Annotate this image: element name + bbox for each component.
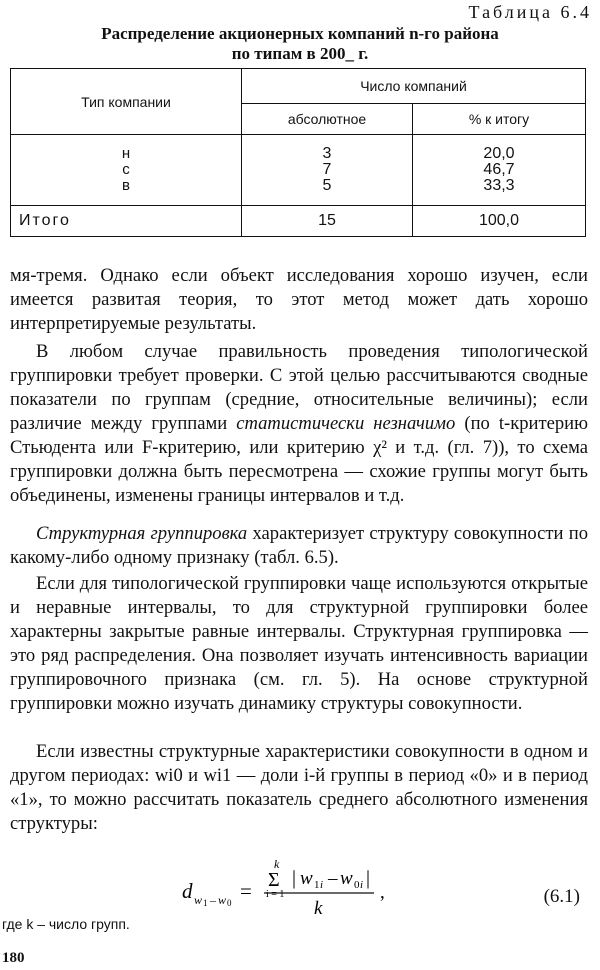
svg-text:0: 0	[227, 898, 232, 908]
paragraph-4	[10, 572, 588, 716]
table-row	[11, 135, 586, 206]
paragraph-2	[10, 340, 588, 508]
type-cell: с	[122, 161, 130, 178]
page-number: 180	[2, 950, 25, 966]
paragraph-5-text: Если известны структурные характеристики совокупности в одном и другом периодах: wi0 и wi1 — доли i-й группы в период «0» и в период «1», то можно рассчитать показатель среднего абсолютного изменения структуры:	[10, 741, 588, 834]
total-label: Итого	[11, 206, 242, 237]
svg-text:w: w	[340, 868, 353, 889]
header-company-count: Число компаний	[242, 69, 586, 104]
table-title-line-1: Распределение акционерных компаний n-го района	[101, 24, 499, 43]
svg-text:i: i	[360, 879, 364, 891]
svg-text:k: k	[274, 860, 280, 871]
svg-text:w: w	[194, 893, 203, 907]
table-number: Таблица 6.4	[468, 2, 592, 22]
paragraph-2-italic: статистически незначимо	[236, 413, 456, 434]
svg-text:d: d	[182, 879, 193, 903]
svg-text:|: |	[292, 867, 297, 889]
paragraph-5	[10, 740, 588, 836]
total-row	[11, 206, 586, 237]
svg-text:,: ,	[380, 882, 385, 903]
total-abs: 15	[242, 206, 413, 237]
svg-text:–: –	[210, 893, 216, 907]
abs-cell: 3	[322, 145, 332, 162]
pct-cell: 33,3	[483, 177, 515, 194]
svg-text:i: i	[320, 879, 324, 891]
table-title-line-2: по типам в 200_ г.	[231, 44, 369, 63]
pct-cell: 20,0	[483, 145, 515, 162]
paragraph-3-italic: Структурная группировка	[36, 523, 248, 544]
svg-text:0: 0	[354, 879, 360, 891]
header-absolute: абсолютное	[242, 104, 413, 135]
header-company-type: Тип компании	[11, 69, 242, 135]
paragraph-2-text-a: В любом случае правильность проведения типологической группировки требует проверки. С этой целью рассчитываются сводные показатели по группам (средние, относительные величины); если различие между группами	[10, 341, 588, 434]
formula-graphic	[180, 860, 440, 920]
equation-number: (6.1)	[543, 886, 580, 907]
svg-text:i = 1: i = 1	[266, 889, 285, 900]
svg-text:w: w	[218, 893, 227, 907]
abs-cell: 7	[322, 161, 332, 178]
pct-cell: 46,7	[483, 161, 515, 178]
header-percent: % к итогу	[413, 104, 586, 135]
svg-text:k: k	[314, 898, 323, 919]
paragraph-3	[10, 522, 588, 570]
svg-text:Σ: Σ	[268, 869, 280, 891]
svg-text:|: |	[366, 867, 371, 889]
paragraph-1	[10, 264, 588, 336]
svg-text:w: w	[300, 868, 313, 889]
paragraph-2-text-c: (по t-критерию Стьюдента или F-критерию, или критерию χ² и т.д. (гл. 7)), то схема группировки должна быть пересмотрена — схожие группы могут быть объединены, изменены границы интервалов и т.д.	[10, 413, 588, 506]
paragraph-4-text: Если для типологической группировки чаще используются открытые и неравные интервалы, то для структурной группировки более характерны закрытые равные интервалы. Структурная группировка — это ряд распределения. Она позволяет изучать интенсивность вариации группировочного признака (см. гл. 5). На основе структурной группировки можно изучать динамику структуры совокупности.	[10, 573, 588, 714]
company-type-table	[10, 68, 586, 237]
svg-text:1: 1	[203, 898, 208, 908]
note-text: где k – число групп.	[2, 916, 130, 932]
abs-cell: 5	[322, 177, 332, 194]
total-pct: 100,0	[413, 206, 586, 237]
formula-6-1	[180, 860, 440, 926]
svg-text:=: =	[240, 879, 252, 903]
paragraph-3-text: характеризует структуру совокупности по какому-либо одному признаку (табл. 6.5).	[10, 523, 588, 568]
paragraph-1-text: мя-тремя. Однако если объект исследования хорошо изучен, если имеется развитая теория, то этот метод может дать хорошо интерпретируемые результаты.	[10, 265, 588, 334]
type-cell: в	[122, 177, 130, 194]
svg-text:1: 1	[314, 879, 320, 891]
type-cell: н	[121, 145, 131, 162]
svg-text:–: –	[328, 868, 338, 889]
